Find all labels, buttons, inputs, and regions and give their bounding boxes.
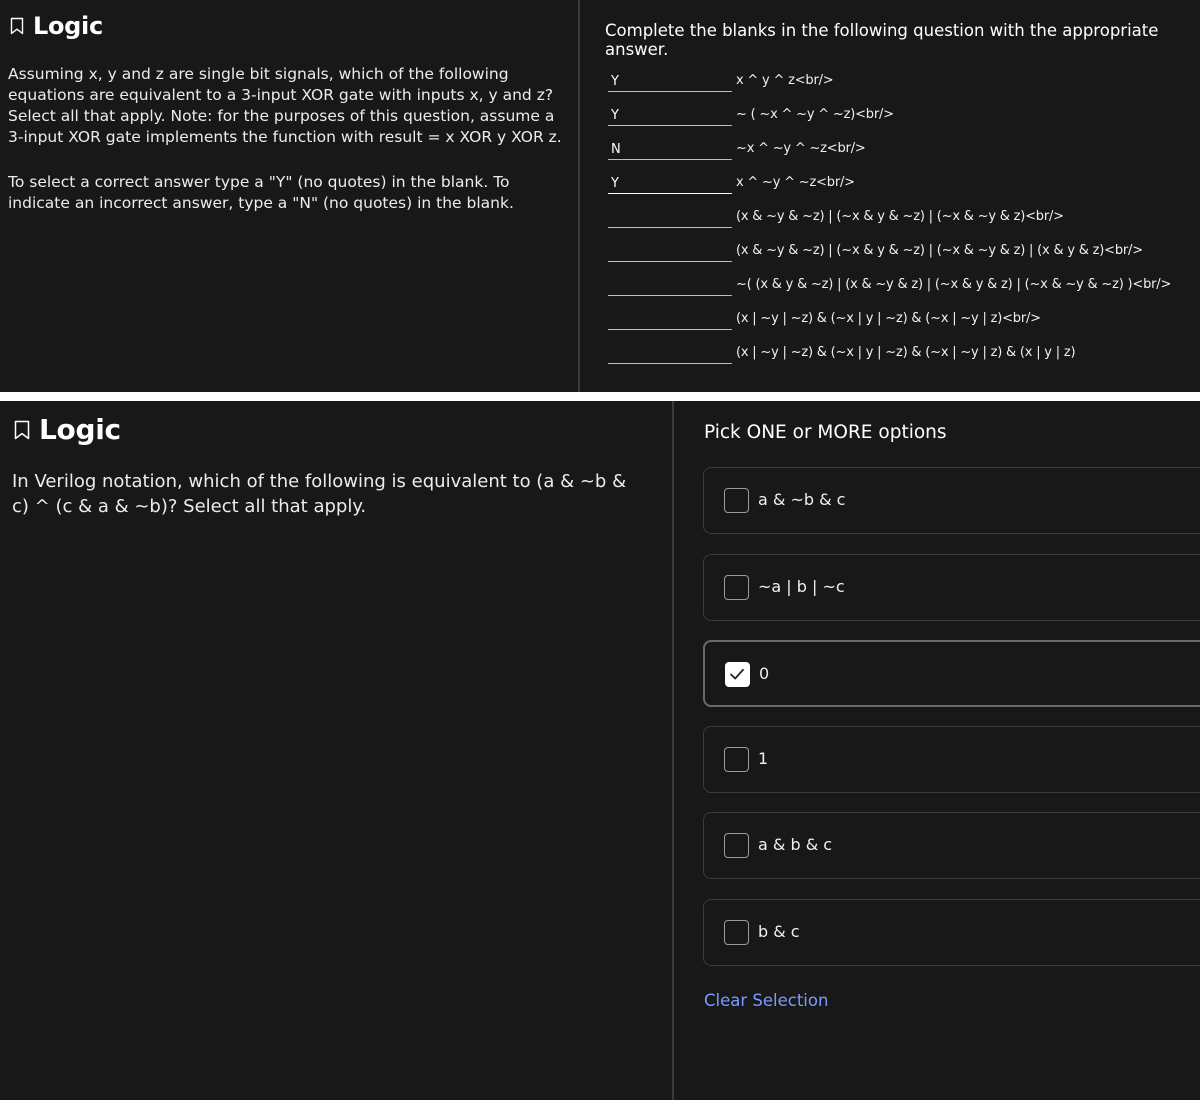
blank-expression: ~( (x & y & ~z) | (x & ~y & z) | (~x & y & z) | (~x & ~y & ~z) )<br/>: [736, 277, 1172, 292]
question-title: [10, 12, 103, 40]
checkmark-icon: [726, 663, 748, 685]
blank-expression: (x & ~y & ~z) | (~x & y & ~z) | (~x & ~y & z)<br/>: [736, 209, 1064, 224]
option-checkbox[interactable]: [724, 575, 749, 600]
multiple-choice-panel: [0, 401, 1200, 1100]
blank-expression: (x & ~y & ~z) | (~x & y & ~z) | (~x & ~y & z) | (x & y & z)<br/>: [736, 243, 1143, 258]
option-checkbox[interactable]: [724, 747, 749, 772]
answer-blank-input[interactable]: [608, 306, 732, 330]
answer-blank-input[interactable]: [608, 136, 732, 160]
page-title: Logic: [39, 413, 121, 446]
question-column: [0, 401, 672, 1100]
column-divider: [578, 0, 580, 392]
blank-row: [608, 340, 1198, 364]
answer-blank-input[interactable]: [608, 170, 732, 194]
option-card[interactable]: [703, 899, 1200, 966]
question-text: In Verilog notation, which of the following is equivalent to (a & ~b & c) ^ (c & a & ~b)? Select all that apply.: [12, 471, 627, 518]
blank-row: [608, 68, 1198, 92]
bookmark-icon[interactable]: [10, 17, 24, 35]
answer-blank-input[interactable]: [608, 68, 732, 92]
blank-expression: (x | ~y | ~z) & (~x | y | ~z) & (~x | ~y | z) & (x | y | z): [736, 345, 1076, 360]
question-column: [0, 0, 578, 392]
blank-row: [608, 306, 1198, 330]
blank-expression: x ^ y ^ z<br/>: [736, 73, 834, 88]
answer-blank-input[interactable]: [608, 102, 732, 126]
option-checkbox[interactable]: [725, 662, 750, 687]
option-label: 1: [758, 749, 769, 768]
blank-row: [608, 102, 1198, 126]
answer-blank-input[interactable]: [608, 238, 732, 262]
bookmark-icon[interactable]: [14, 420, 30, 440]
blank-row: [608, 272, 1198, 296]
answer-blank-input[interactable]: [608, 204, 732, 228]
pick-options-label: Pick ONE or MORE options: [704, 422, 947, 443]
question-title: [14, 413, 121, 446]
option-card[interactable]: [703, 640, 1200, 707]
answer-blank-input[interactable]: [608, 272, 732, 296]
clear-selection-link[interactable]: Clear Selection: [704, 991, 829, 1010]
option-card[interactable]: [703, 812, 1200, 879]
blank-row: [608, 238, 1198, 262]
answer-instructions-paragraph: To select a correct answer type a "Y" (no quotes) in the blank. To indicate an incorrect answer, type a "N" (no quotes) in the blank.: [8, 173, 514, 212]
blank-expression: x ^ ~y ^ ~z<br/>: [736, 175, 855, 190]
blank-row: [608, 136, 1198, 160]
option-checkbox[interactable]: [724, 920, 749, 945]
blank-expression: (x | ~y | ~z) & (~x | y | ~z) & (~x | ~y | z)<br/>: [736, 311, 1041, 326]
option-label: a & b & c: [758, 835, 833, 854]
option-card[interactable]: [703, 467, 1200, 534]
blank-row: [608, 170, 1198, 194]
answer-blank-input[interactable]: [608, 340, 732, 364]
option-label: ~a | b | ~c: [758, 577, 845, 596]
option-label: 0: [759, 664, 770, 683]
option-card[interactable]: [703, 726, 1200, 793]
blank-row: [608, 204, 1198, 228]
option-card[interactable]: [703, 554, 1200, 621]
screenshot-separator: [0, 392, 1200, 401]
fill-in-blank-panel: [0, 0, 1200, 392]
option-checkbox[interactable]: [724, 833, 749, 858]
blank-expression: ~x ^ ~y ^ ~z<br/>: [736, 141, 866, 156]
option-checkbox[interactable]: [724, 488, 749, 513]
question-paragraph: Assuming x, y and z are single bit signals, which of the following equations are equivalent to a 3-input XOR gate with inputs x, y and z? Select all that apply. Note: for the purposes of this question, assume a 3-input XOR gate implements the function with result = x XOR y XOR z.: [8, 65, 562, 146]
option-label: b & c: [758, 922, 800, 941]
page-title: Logic: [33, 12, 103, 40]
blanks-instructions: Complete the blanks in the following question with the appropriate answer.: [605, 21, 1159, 59]
blank-expression: ~ ( ~x ^ ~y ^ ~z)<br/>: [736, 107, 894, 122]
column-divider: [672, 401, 674, 1100]
option-label: a & ~b & c: [758, 490, 846, 509]
